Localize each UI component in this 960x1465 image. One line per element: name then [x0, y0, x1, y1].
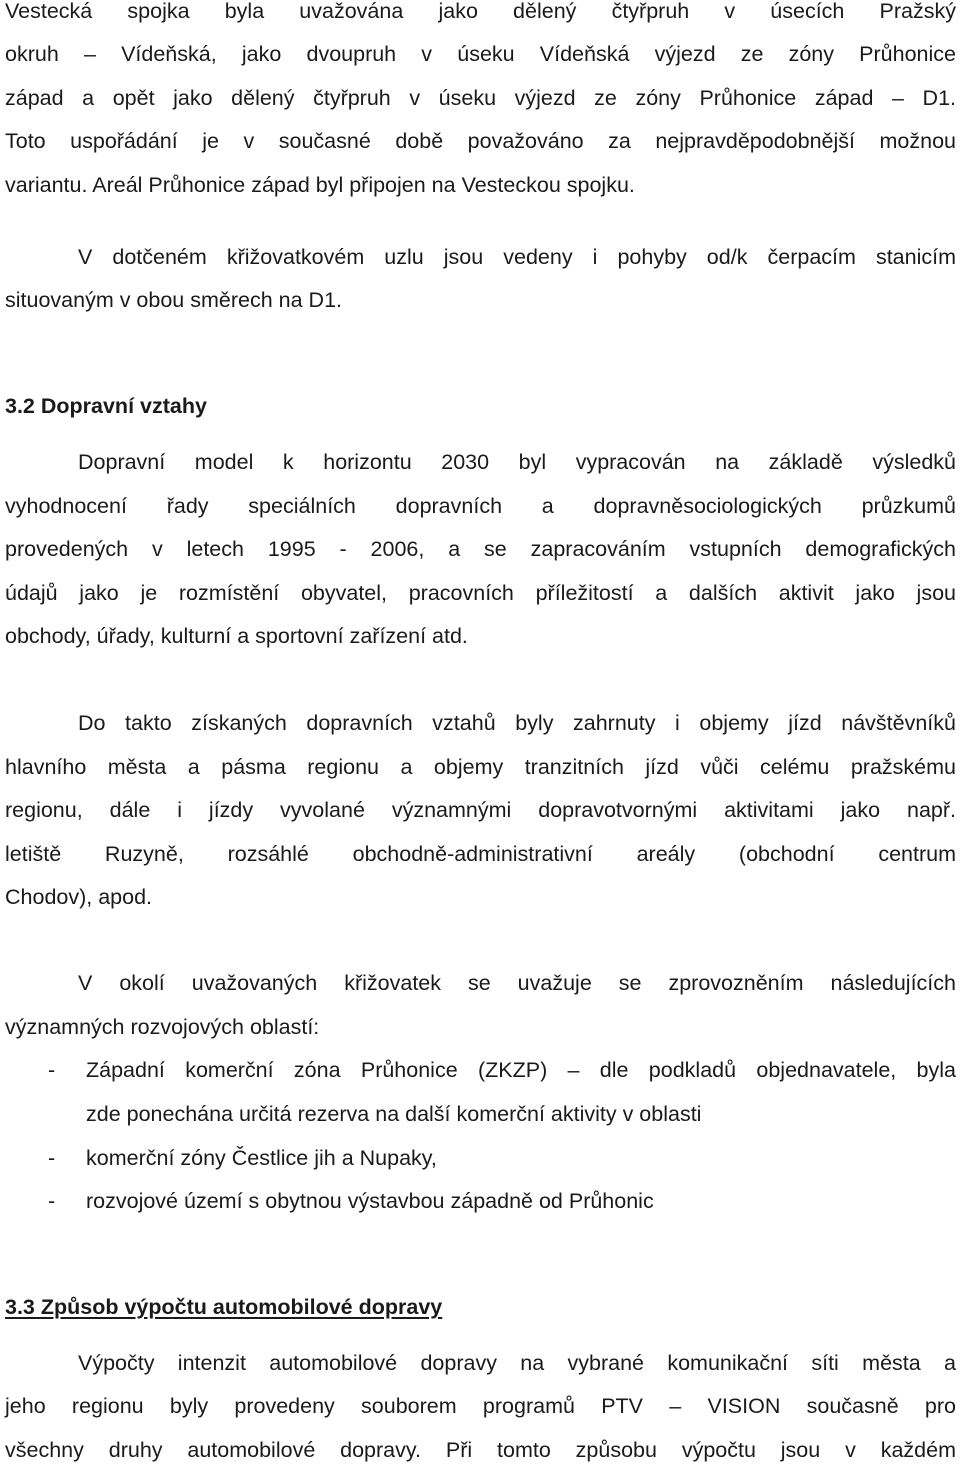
list-item-2: komerční zóny Čestlice jih a Nupaky,: [86, 1146, 437, 1170]
list-item-3: rozvojové území s obytnou výstavbou západně od Průhonic: [86, 1189, 654, 1213]
paragraph-4-line-3: regionu, dále i jízdy vyvolané významnými dopravotvornými aktivitami jako např.: [5, 798, 956, 822]
paragraph-6-line-3: všechny druhy automobilové dopravy. Při tomto způsobu výpočtu jsou v každém: [5, 1438, 956, 1462]
paragraph-3-line-2: vyhodnocení řady speciálních dopravních a dopravněsociologických průzkumů: [5, 494, 956, 518]
paragraph-3-line-1: Dopravní model k horizontu 2030 byl vypracován na základě výsledků: [78, 450, 956, 474]
paragraph-4-line-4: letiště Ruzyně, rozsáhlé obchodně-administrativní areály (obchodní centrum: [5, 842, 956, 866]
list-bullet-dash: -: [48, 1189, 56, 1213]
paragraph-4-line-2: hlavního města a pásma regionu a objemy tranzitních jízd vůči celému pražskému: [5, 755, 956, 779]
list-bullet-dash: -: [48, 1146, 56, 1170]
paragraph-4-line-1: Do takto získaných dopravních vztahů byly zahrnuty i objemy jízd návštěvníků: [78, 711, 956, 735]
section-heading-3-2: 3.2 Dopravní vztahy: [5, 394, 207, 418]
paragraph-5-line-2: významných rozvojových oblastí:: [5, 1015, 320, 1039]
section-heading-3-3: [5, 1292, 956, 1322]
paragraph-3-line-3: provedených v letech 1995 - 2006, a se zapracováním vstupních demografických: [5, 537, 956, 561]
paragraph-1-line-1: Vestecká spojka byla uvažována jako dělený čtyřpruh v úsecích Pražský: [5, 0, 956, 23]
paragraph-3-line-4: údajů jako je rozmístění obyvatel, pracovních příležitostí a dalších aktivit jako jsou: [5, 581, 956, 605]
paragraph-1-line-4: Toto uspořádání je v současné době považováno za nejpravděpodobnější možnou: [5, 129, 956, 153]
paragraph-4-line-5: Chodov), apod.: [5, 885, 153, 909]
section-heading-3-3-text: 3.3 Způsob výpočtu automobilové dopravy: [5, 1295, 443, 1319]
paragraph-3-line-5: obchody, úřady, kulturní a sportovní zařízení atd.: [5, 624, 468, 648]
list-item-1-line-2: zde ponechána určitá rezerva na další komerční aktivity v oblasti: [86, 1102, 702, 1126]
list-item-1-line-1: Západní komerční zóna Průhonice (ZKZP) – dle podkladů objednavatele, byla: [86, 1058, 956, 1082]
list-bullet-dash: -: [48, 1058, 56, 1082]
paragraph-2-line-1: V dotčeném křižovatkovém uzlu jsou vedeny i pohyby od/k čerpacím stanicím: [78, 245, 956, 269]
paragraph-1-line-2: okruh – Vídeňská, jako dvoupruh v úseku Vídeňská výjezd ze zóny Průhonice: [5, 42, 956, 66]
paragraph-6-line-1: Výpočty intenzit automobilové dopravy na vybrané komunikační síti města a: [78, 1351, 956, 1375]
paragraph-6-line-2: jeho regionu byly provedeny souborem programů PTV – VISION současně pro: [5, 1394, 956, 1418]
paragraph-1-line-5: variantu. Areál Průhonice západ byl připojen na Vesteckou spojku.: [5, 173, 635, 197]
paragraph-5-line-1: V okolí uvažovaných křižovatek se uvažuje se zprovozněním následujících: [78, 971, 956, 995]
paragraph-2-line-2: situovaným v obou směrech na D1.: [5, 288, 342, 312]
paragraph-1-line-3: západ a opět jako dělený čtyřpruh v úseku výjezd ze zóny Průhonice západ – D1.: [5, 86, 956, 110]
